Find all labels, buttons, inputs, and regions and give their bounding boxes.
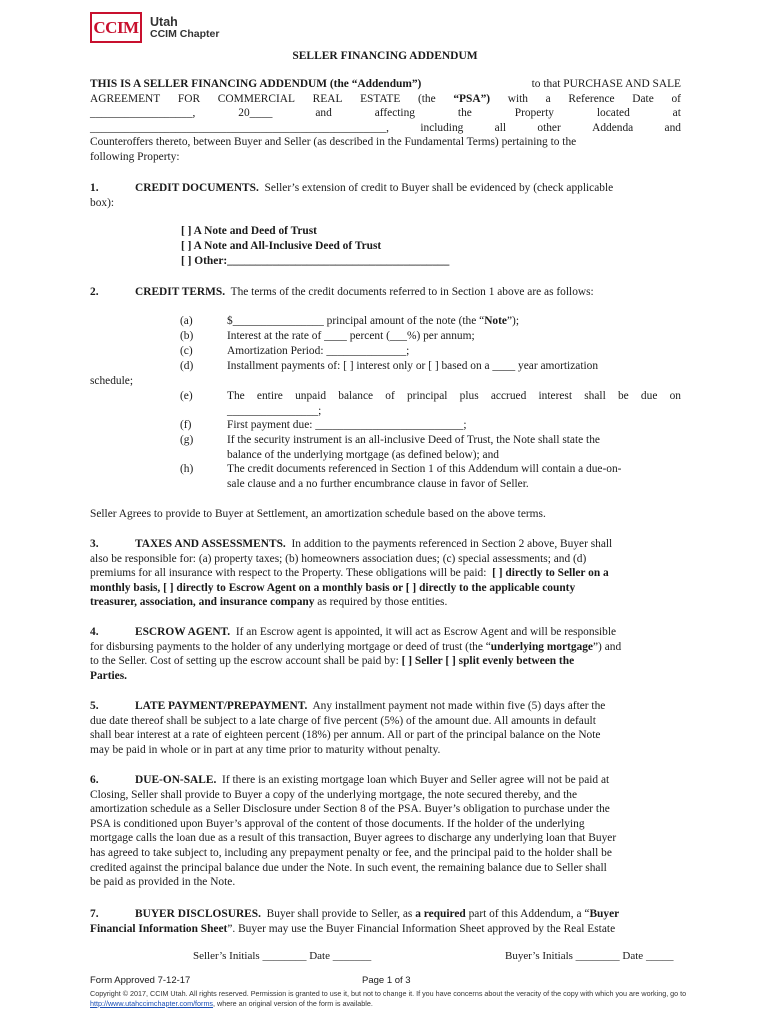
section-heading: CREDIT TERMS. — [135, 286, 226, 298]
first-payment-field[interactable]: First payment due: __________________________; — [227, 419, 467, 431]
interest-rate-field[interactable]: Interest at the rate of ____ percent (___%) per annum; — [227, 330, 475, 342]
intro-word: affecting — [374, 107, 415, 120]
section-7-line-2 — [90, 922, 681, 937]
term-label: (h) — [180, 463, 194, 475]
intro-word: all — [494, 121, 507, 134]
term-label: (e) — [180, 390, 193, 402]
term-label: (c) — [180, 345, 193, 357]
section-4-text: If an Escrow agent is appointed, it will act as Escrow Agent and will be responsible — [235, 626, 617, 638]
intro-word: ESTATE — [360, 92, 401, 105]
note-term: Note — [484, 315, 507, 327]
section-number: 7. — [90, 908, 99, 920]
section-5 — [90, 699, 681, 757]
intro-word: Property — [514, 107, 554, 120]
term-e-line-1: The entire unpaid balance of principal plus accrued interest shall be due on — [227, 390, 681, 402]
section-number: 2. — [90, 286, 99, 298]
section-number: 6. — [90, 774, 99, 786]
buyer-initials-field[interactable]: Buyer’s Initials ________ Date _____ — [505, 950, 674, 962]
intro-word: (the — [417, 92, 436, 105]
intro-word: with — [507, 92, 528, 105]
section-5-line-2: due date thereof shall be subject to a late charge of five percent (5%) of the amount due. All amounts in default — [90, 714, 596, 727]
logo-text: CCIM — [93, 17, 139, 37]
section-4-line-3 — [90, 654, 681, 669]
term-h-line-1: The credit documents referenced in Section 1 of this Addendum will contain a due-on- — [227, 463, 622, 475]
section-6-line-7: credited against the principal balance due under the Note. In such event, the remaining balance due to Seller shall — [90, 861, 607, 874]
section-number: 4. — [90, 626, 99, 638]
page-number: Page 1 of 3 — [362, 975, 411, 986]
section-5-line-4: may be paid in whole or in part at any time prior to maturity without penalty. — [90, 743, 441, 756]
amortization-period-field[interactable]: Amortization Period: ______________; — [227, 345, 410, 357]
intro-word: COMMERCIAL — [217, 92, 295, 105]
section-5-line-3: shall bear interest at a rate of eighteen percent (18%) per annum. All or part of the principal balance on the Note — [90, 729, 601, 742]
term-h-text — [227, 462, 681, 491]
section-4 — [90, 625, 681, 683]
section-5-text: Any installment payment not made within five (5) days after the — [312, 700, 606, 712]
section-2-text: The terms of the credit documents referred to in Section 1 above are as follows: — [230, 286, 594, 298]
term-label: (b) — [180, 330, 194, 342]
section-6 — [90, 773, 681, 890]
ccim-logo — [90, 12, 219, 43]
intro-line-5: Counteroffers thereto, between Buyer and Seller (as described in the Fundamental Terms) pertaining to the — [90, 136, 577, 149]
chapter-name-block — [150, 16, 219, 40]
section-1-text: Seller’s extension of credit to Buyer shall be evidenced by (check applicable — [264, 182, 614, 194]
section-3-line-2: also be responsible for: (a) property taxes; (b) homeowners association dues; (c) special assessments; and (d) — [90, 552, 587, 565]
term-e-blank: ________________; — [227, 404, 322, 417]
copyright-tail: , where an original version of the form is available. — [213, 998, 373, 1008]
copyright-text: Copyright © 2017, CCIM Utah. All rights reserved. Permission is granted to use it, but not to change it. If you have concerns about the veracity of the copy with which you are working, go to — [90, 989, 687, 998]
section-heading: TAXES AND ASSESSMENTS. — [135, 538, 286, 550]
section-5-line-1 — [90, 699, 681, 714]
intro-word: Addenda — [592, 121, 634, 134]
intro-line-3 — [90, 106, 681, 121]
intro-word: and — [315, 107, 332, 120]
option-direct-seller[interactable]: [ ] directly to Seller on a — [492, 567, 609, 580]
section-4-line-4: Parties. — [90, 669, 128, 682]
option-escrow-cost[interactable]: [ ] Seller [ ] split evenly between the — [401, 655, 575, 668]
section-4-l3a: to the Seller. Cost of setting up the escrow account shall be paid by: — [90, 655, 402, 668]
amortization-schedule-note: Seller Agrees to provide to Buyer at Settlement, an amortization schedule based on the above terms. — [90, 508, 546, 520]
form-approved-date: Form Approved 7-12-17 — [90, 975, 191, 986]
section-7-l1c: part of this Addendum, a “ — [465, 908, 590, 920]
section-4-l2a: for disbursing payments to the holder of any underlying mortgage or deed of trust (the “ — [90, 640, 491, 653]
section-6-text: If there is an existing mortgage loan which Buyer and Seller agree will not be paid at — [222, 774, 610, 786]
term-label: (a) — [180, 315, 193, 327]
section-6-line-6: has agreed to take subject to, including any prepayment penalty or fee, and the principal paid to the holder shall be — [90, 846, 612, 859]
term-label: (f) — [180, 419, 192, 431]
section-number: 1. — [90, 182, 99, 194]
term-g-text — [227, 433, 681, 462]
section-3-l5b: as required by those entities. — [314, 596, 448, 609]
section-7-line-1 — [90, 907, 681, 922]
term-label: (d) — [180, 360, 194, 372]
intro-word: of — [671, 92, 681, 105]
principal-amount-field[interactable] — [227, 314, 681, 329]
intro-line-4 — [90, 121, 681, 136]
year-blank[interactable]: 20____ — [238, 107, 273, 120]
section-7-required: a required — [415, 908, 466, 920]
section-7-l2b: ”. Buyer may use the Buyer Financial Information Sheet approved by the Real Estate — [227, 922, 616, 935]
section-number: 5. — [90, 700, 99, 712]
term-h-line-2: sale clause and a no further encumbrance clause in favor of Seller. — [227, 477, 529, 490]
chapter-state: Utah — [150, 14, 178, 29]
property-address-blank[interactable]: ____________________________________________________, — [90, 121, 390, 134]
section-heading: DUE-ON-SALE. — [135, 774, 217, 786]
intro-l1-quote: ”) — [411, 78, 422, 90]
intro-line-1 — [90, 77, 681, 92]
section-3-line-3 — [90, 566, 681, 581]
section-6-line-5: mortgage calls the loan due as a result of this transaction, Buyer agrees to discharge any underlying loan that Buyer — [90, 832, 617, 845]
section-3-l3a: premiums for all insurance with respect to the Property. These obligations will be paid: — [90, 567, 487, 580]
term-g-line-2: balance of the underlying mortgage (as defined below); and — [227, 448, 500, 461]
section-6-line-1 — [90, 773, 681, 788]
installment-payments-field[interactable]: Installment payments of: [ ] interest only or [ ] based on a ____ year amortization — [227, 360, 599, 372]
term-d-continuation: schedule; — [90, 375, 134, 387]
term-g-line-1: If the security instrument is an all-inclusive Deed of Trust, the Note shall state the — [227, 434, 600, 446]
section-2 — [90, 285, 681, 300]
intro-word: Reference — [568, 92, 615, 105]
section-7-buyer: Buyer — [589, 908, 620, 920]
intro-word: located — [596, 107, 630, 120]
section-3-l5a: treasurer, association, and insurance company — [90, 596, 315, 609]
option-escrow-county[interactable]: monthly basis, [ ] directly to Escrow Agent on a monthly basis or [ ] directly to the applicable county — [90, 581, 576, 594]
section-heading: CREDIT DOCUMENTS. — [135, 182, 259, 194]
intro-l1a: THIS IS A SELLER FINANCING ADDENDUM (the “ — [90, 78, 358, 90]
section-4-l2c: ”) and — [593, 640, 622, 653]
intro-word: at — [672, 107, 681, 120]
forms-link[interactable]: http://www.utahccimchapter.com/forms — [90, 998, 214, 1008]
section-7 — [90, 907, 681, 936]
intro-word: the — [457, 107, 472, 120]
section-6-line-3: amortization schedule as a Seller Disclosure under Section 8 of the PSA. Buyer’s obligation to purchase under the — [90, 803, 610, 816]
section-3 — [90, 537, 681, 610]
section-heading: BUYER DISCLOSURES. — [135, 908, 261, 920]
intro-paragraph — [90, 77, 681, 165]
section-6-line-8: be paid as provided in the Note. — [90, 876, 236, 889]
section-6-line-2: Closing, Seller shall provide to Buyer a copy of the underlying mortgage, the note secured thereby, and the — [90, 788, 578, 801]
due-date-field[interactable] — [227, 389, 681, 418]
document-title: SELLER FINANCING ADDENDUM — [292, 50, 478, 62]
section-6-line-4: PSA is conditioned upon Buyer’s approval of the content of those documents. If the holder of the underlying — [90, 817, 585, 830]
term-label: (g) — [180, 434, 194, 446]
section-7-l1a: Buyer shall provide to Seller, as — [266, 908, 416, 920]
buyer-financial-info-sheet-term: Financial Information Sheet — [90, 922, 228, 935]
section-number: 3. — [90, 538, 99, 550]
ccim-logo-mark — [90, 12, 142, 43]
intro-word: AGREEMENT — [90, 92, 161, 105]
reference-date-blank[interactable]: __________________, — [90, 107, 196, 120]
section-heading: ESCROW AGENT. — [135, 626, 231, 638]
section-4-line-1 — [90, 625, 681, 640]
intro-l1c: to that PURCHASE AND SALE — [531, 78, 681, 90]
intro-word: a — [545, 92, 551, 105]
chapter-name: CCIM Chapter — [150, 27, 220, 40]
section-3-line-5 — [90, 595, 681, 610]
intro-word: including — [420, 121, 464, 134]
intro-word: Date — [632, 92, 654, 105]
section-3-text: In addition to the payments referenced in Section 2 above, Buyer shall — [291, 538, 613, 550]
term-a-close: ”); — [506, 315, 519, 327]
intro-addendum-term: Addendum — [357, 78, 412, 90]
intro-word: and — [664, 121, 681, 134]
section-heading: LATE PAYMENT/PREPAYMENT. — [135, 700, 308, 712]
intro-word: FOR — [177, 92, 201, 105]
section-4-line-2 — [90, 640, 681, 655]
underlying-mortgage-term: underlying mortgage — [490, 640, 593, 653]
intro-line-6: following Property: — [90, 150, 180, 163]
term-a-text: $________________ principal amount of the note (the “ — [227, 315, 485, 327]
intro-word: REAL — [312, 92, 343, 105]
intro-word: other — [537, 121, 561, 134]
section-1-text-2: box): — [90, 196, 115, 209]
option-note-all-inclusive-deed[interactable]: [ ] A Note and All-Inclusive Deed of Trust — [181, 240, 382, 252]
option-other[interactable]: [ ] Other:_______________________________________ — [181, 255, 450, 267]
intro-line-2 — [90, 92, 681, 107]
option-note-deed-of-trust[interactable]: [ ] A Note and Deed of Trust — [181, 225, 317, 237]
copyright-notice — [90, 989, 690, 1008]
intro-psa-term: “PSA”) — [453, 92, 491, 105]
section-2-line-1 — [90, 285, 681, 300]
seller-initials-field[interactable]: Seller’s Initials ________ Date _______ — [193, 950, 372, 962]
section-3-line-1 — [90, 537, 681, 552]
section-1-line-1 — [90, 181, 681, 196]
section-1 — [90, 181, 681, 210]
